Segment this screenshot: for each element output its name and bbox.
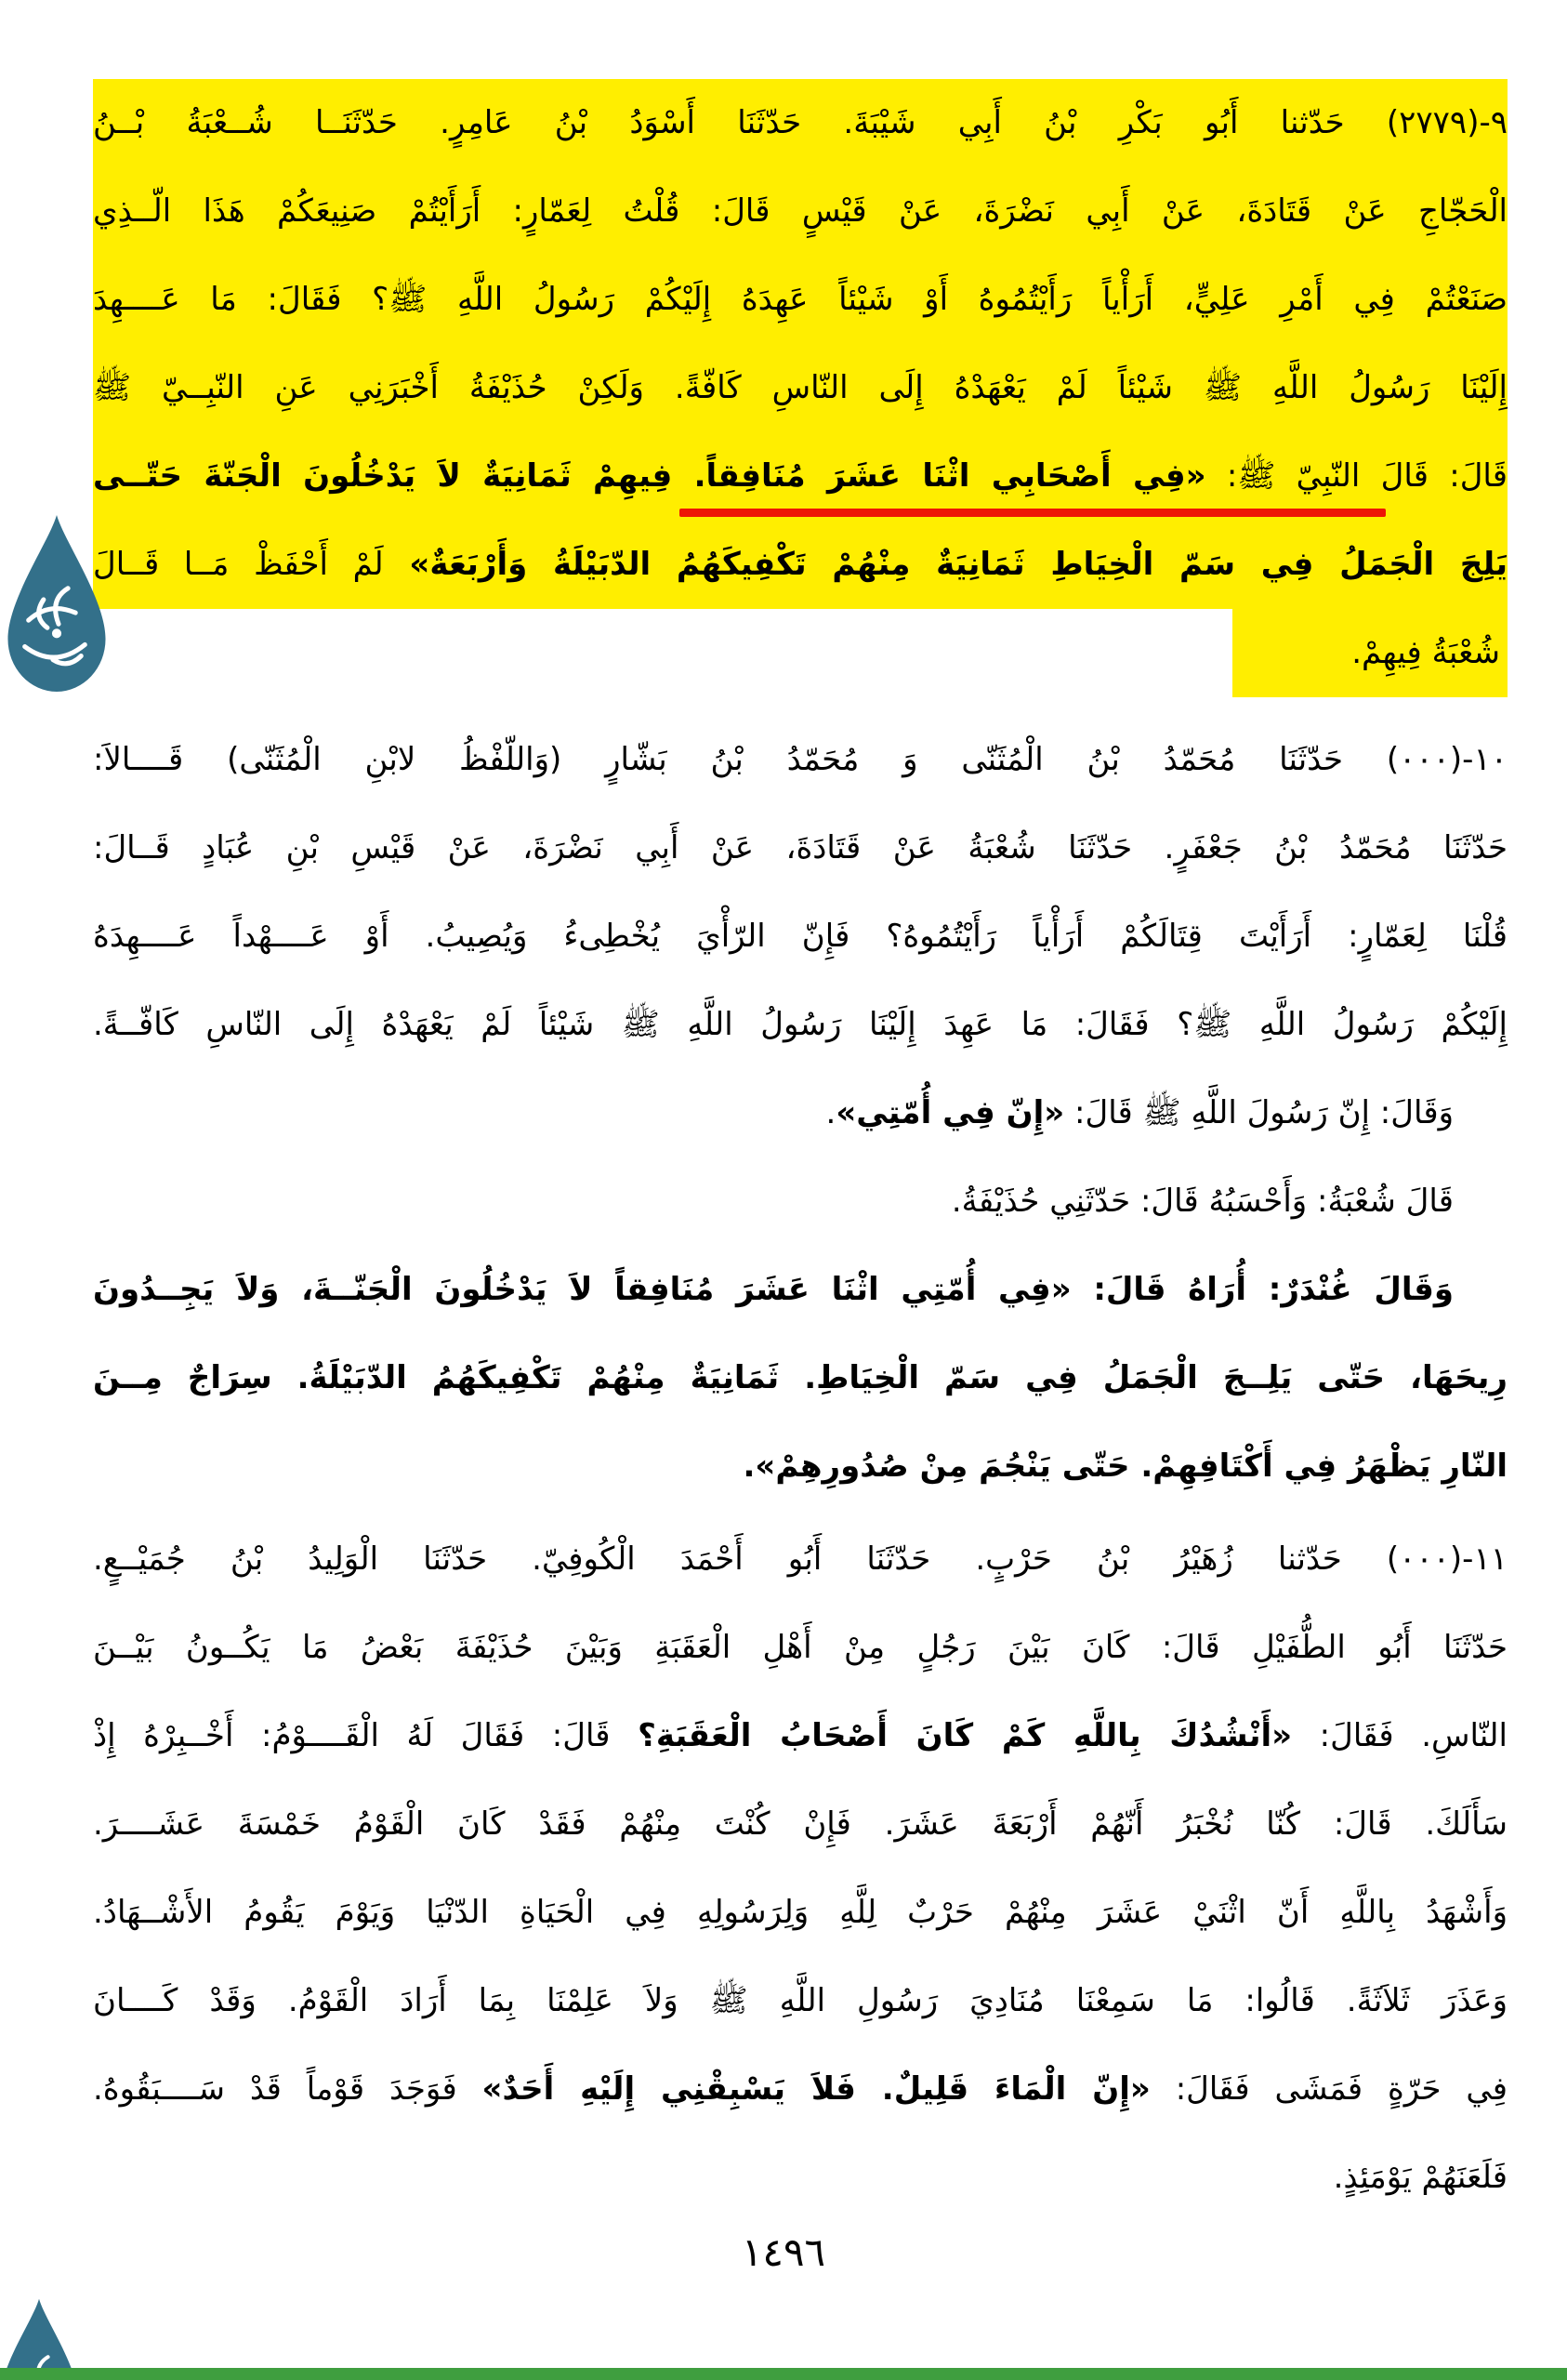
text-run: قَالَ: فَقَالَ لَهُ الْقَــــوْمُ: أَخْــبِرْهُ إِذْ [93,1717,639,1754]
text-line [93,1515,1508,1604]
footer-green-strip [0,2368,1567,2380]
text-run: . [825,1094,836,1131]
text-line [93,2045,1508,2134]
text-line [93,1780,1508,1869]
text-run: وَقَالَ: إِنّ رَسُولَ اللَّهِ ﷺ قَالَ: [1064,1094,1454,1131]
text-line [93,1069,1508,1157]
hadith-10-paragraph [93,716,1508,1511]
text-run: النّاسِ. فَقَالَ: [1292,1717,1508,1754]
text-line [93,1246,1508,1334]
text-line [93,344,1508,432]
text-line [93,1692,1508,1780]
text-line [93,167,1508,256]
text-run: ٩-(٢٧٧٩) حَدّثنا أَبُو بَكْرِ بْنُ أَبِي شَيْبَةَ. حَدّثَنَا أَسْوَدُ بْنُ عَامِرٍ. حَدّثَنَــا شُــعْبَةُ بْــنُ [93,104,1508,141]
text-line [93,2134,1508,2222]
text-run: فِيهِمْ ثَمَانِيَةٌ لاَ يَدْخُلُونَ الْجَنّةَ حَتّــى [93,457,673,495]
text-run: «أَنْشُدُكَ بِاللَّهِ كَمْ كَانَ أَصْحَابُ الْعَقَبَةِ؟ [638,1717,1293,1754]
text-line [93,79,1508,167]
page-text-column [93,79,1508,2222]
text-line [93,892,1508,981]
hadith-11-paragraph [93,1515,1508,2222]
text-run: الْحَجّاجِ عَنْ قَتَادَةَ، عَنْ أَبِي نَضْرَةَ، عَنْ قَيْسٍ قَالَ: قُلْتُ لِعَمّارٍ: أَرَأَيْتُمْ صَنِيعَكُمْ هَذَا الّــذِي [93,192,1508,230]
text-run: وَعَذَرَ ثَلاَثَةً. قَالُوا: مَا سَمِعْنَا مُنَادِيَ رَسُولِ اللَّهِ ﷺ وَلاَ عَلِمْنَا بِمَا أَرَادَ الْقَوْمُ. وَقَدْ كَــــانَ [93,1982,1508,2019]
text-run: «إِنّ فِي أُمّتِي» [836,1094,1065,1131]
text-line [93,1957,1508,2045]
text-run: فَلَعَنَهُمْ يَوْمَئِذٍ. [1333,2159,1508,2196]
text-line [93,1604,1508,1692]
text-run: قَالَ شُعْبَةُ: وَأَحْسَبُهُ قَالَ: حَدّثَنِي حُذَيْفَةُ. [951,1183,1454,1220]
text-run: قَالَ: قَالَ النّبِيّ ﷺ: [1205,457,1508,495]
text-run: «إِنّ الْمَاءَ قَلِيلٌ. فَلاَ يَسْبِقْنِي إِلَيْهِ أَحَدٌ» [481,2070,1151,2108]
text-run: وَقَالَ غُنْدَرٌ: أُرَاهُ قَالَ: [1071,1271,1454,1308]
text-line [93,804,1508,892]
text-run: ١١-(٠٠٠) حَدّثنا زُهَيْرُ بْنُ حَرْبٍ. حَدّثَنَا أَبُو أَحْمَدَ الْكُوفِيّ. حَدّثَنَا الْوَلِيدُ بْنُ جُمَيْــعٍ. [93,1540,1508,1578]
text-line [93,1422,1508,1511]
text-run: حَدّثَنَا أَبُو الطُّفَيْلِ قَالَ: كَانَ بَيْنَ رَجُلٍ مِنْ أَهْلِ الْعَقَبَةِ وَبَيْنَ حُذَيْفَةَ بَعْضُ مَا يَكُــونُ بَيْــنَ [93,1629,1508,1666]
underlined-hadith-text: «فِي أَصْحَابِي اثْنَا عَشَرَ مُنَافِقاً. [672,457,1206,495]
text-line [93,1334,1508,1422]
text-run: قُلْنَا لِعَمّارٍ: أَرَأَيْتَ قِتَالَكُمْ أَرَأْياً رَأَيْتُمُوهُ؟ فَإِنّ الرّأْيَ يُخْطِىءُ وَيُصِيبُ. أَوْ عَــــهْداً عَــــهِدَهُ [93,918,1508,955]
text-run: حَدّثَنَا مُحَمّدُ بْنُ جَعْفَرٍ. حَدّثَنَا شُعْبَةُ عَنْ قَتَادَةَ، عَنْ أَبِي نَضْرَةَ، عَنْ قَيْسِ بْنِ عُبَادٍ قَــالَ: [93,829,1508,866]
highlight-patch [1232,609,1508,697]
text-run: إِلَيْنَا رَسُولُ اللَّهِ ﷺ شَيْئاً لَمْ يَعْهَدْهُ إِلَى النّاسِ كَافّةً. وَلَكِنْ حُذَيْفَةُ أَخْبَرَنِي عَنِ النّبِــيّ ﷺ [93,369,1508,406]
text-line [93,716,1508,804]
red-underline [679,509,1386,517]
text-line [93,256,1508,344]
text-line [93,981,1508,1069]
text-line [93,432,1508,521]
text-run: شُعْبَةُ فِيهِمْ. [1351,634,1500,671]
text-run: النّارِ يَظْهَرُ فِي أَكْتَافِهِمْ. حَتّى يَنْجُمَ مِنْ صُدُورِهِمْ». [743,1448,1508,1485]
text-run: يَلِجَ الْجَمَلُ فِي سَمّ الْخِيَاطِ ثَمَانِيَةٌ مِنْهُمْ تَكْفِيكَهُمُ الدّبَيْلَةُ وَأَرْبَعَةٌ» [383,546,1508,583]
text-line [93,609,1508,697]
hadith-9-paragraph [93,79,1508,697]
page-number: ١٤٩٦ [741,2229,826,2275]
text-run: وَأَشْهَدُ بِاللَّهِ أَنّ اثْنَيْ عَشَرَ مِنْهُمْ حَرْبٌ لِلَّهِ وَلِرَسُولِهِ فِي الْحَيَاةِ الدّنْيَا وَيَوْمَ يَقُومُ الأَشْــهَادُ. [93,1894,1508,1931]
watermark-drop-logo-icon [0,509,117,697]
text-run: «فِي أُمّتِي اثْنَا عَشَرَ مُنَافِقاً لاَ يَدْخُلُونَ الْجَنّــةَ، وَلاَ يَجِــدُونَ [93,1271,1072,1308]
text-run: ١٠-(٠٠٠) حَدّثَنَا مُحَمّدُ بْنُ الْمُثَنّى وَ مُحَمّدُ بْنُ بَشّارٍ (وَاللّفْظُ لابْنِ الْمُثَنّى) قَــــالاَ: [93,741,1508,778]
text-line [93,521,1508,609]
text-run: سَأَلَكَ. قَالَ: كُنّا نُخْبَرُ أَنّهُمْ أَرْبَعَةَ عَشَرَ. فَإِنْ كُنْتَ مِنْهُمْ فَقَدْ كَانَ الْقَوْمُ خَمْسَةَ عَشَــــرَ. [93,1805,1508,1843]
text-line [93,1157,1508,1246]
text-run: لَمْ أَحْفَظْ مَــا قَــالَ [93,546,384,583]
text-run: فَوَجَدَ قَوْماً قَدْ سَــــبَقُوهُ. [93,2070,482,2108]
text-line [93,1869,1508,1957]
text-run: صَنَعْتُمْ فِي أَمْرِ عَلِيٍّ، أَرَأْياً رَأَيْتُمُوهُ أَوْ شَيْئاً عَهِدَهُ إِلَيْكُمْ رَسُولُ اللَّهِ ﷺ؟ فَقَالَ: مَا عَــــهِدَ [93,281,1508,318]
text-run: فِي حَرّةٍ فَمَشَى فَقَالَ: [1150,2070,1508,2108]
text-run: رِيحَهَا، حَتّى يَلِــجَ الْجَمَلُ فِي سَمّ الْخِيَاطِ. ثَمَانِيَةٌ مِنْهُمْ تَكْفِيكَهُمُ الدّبَيْلَةُ. سِرَاجٌ مِــنَ [93,1359,1508,1396]
text-run: إِلَيْكُمْ رَسُولُ اللَّهِ ﷺ؟ فَقَالَ: مَا عَهِدَ إِلَيْنَا رَسُولُ اللَّهِ ﷺ شَيْئاً لَمْ يَعْهَدْهُ إِلَى النّاسِ كَافّــةً. [93,1006,1508,1043]
